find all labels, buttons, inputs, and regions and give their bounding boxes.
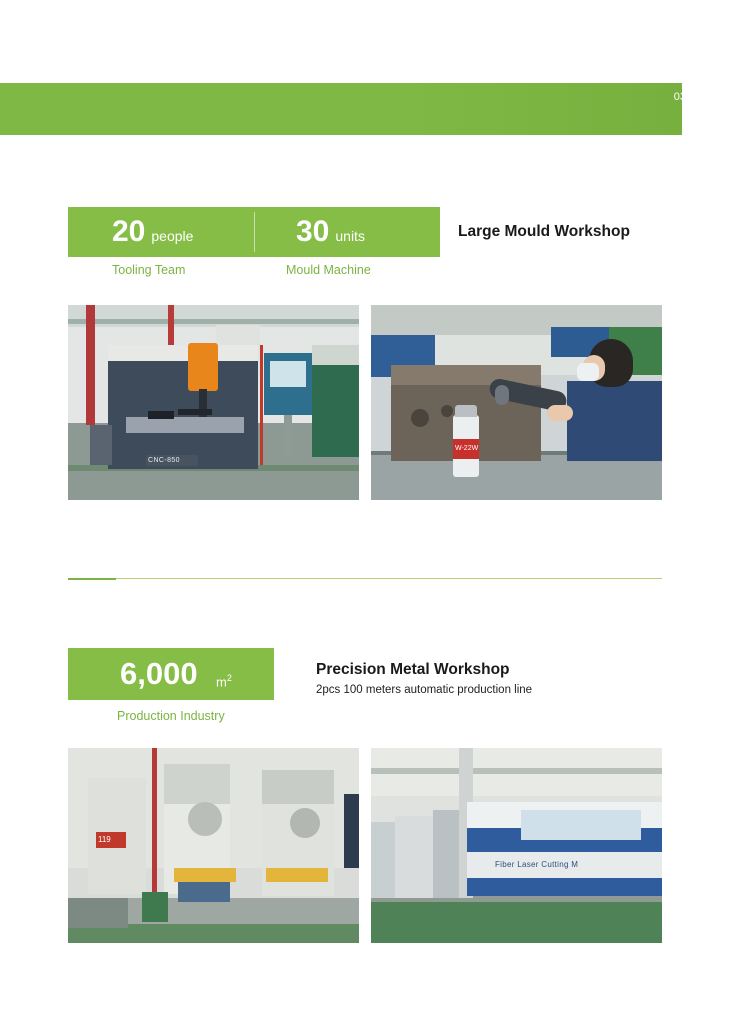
page-number [652,88,712,132]
stat-unit-text: m [216,674,227,690]
stat-label-mould-machine: Mould Machine [286,263,371,277]
photo-machine-body [108,361,258,469]
photo-workpiece-bar [178,409,212,415]
photo-background-machine-top [312,345,359,367]
photo-red-pipe [152,748,157,898]
stat-value: 30 [296,215,330,248]
stat-tooling-team [112,207,193,257]
stat-bar-production-area [68,648,274,700]
photo-mould-hole [441,405,453,417]
stat-unit-exponent: 2 [226,673,232,683]
photo-operator-body [567,381,662,461]
stat-divider [254,212,255,252]
photo-green-drum [142,892,168,922]
photo-background-machine [312,365,359,457]
photo-bench [371,455,662,500]
photo-cable [260,345,263,465]
photo-operator-hand [547,405,573,421]
photo-control-cabinet [344,794,359,868]
photo-foreground-cabinet [68,898,128,928]
photo-mould-hole [411,409,429,427]
photo-foreground-object [90,425,112,465]
stat-label-production-industry: Production Industry [117,709,225,723]
section-divider-accent [68,578,116,580]
photo-face-mask [577,363,599,381]
photo-laser-machine-window [521,810,641,840]
photo-wall-sign-text: 119 [98,835,111,844]
section-title-precision-metal-workshop: Precision Metal Workshop [316,661,510,678]
photo-machine-table [126,417,244,433]
section-subtitle-precision-metal-workshop: 2pcs 100 meters automatic production line [316,684,533,696]
stat-value: 20 [112,215,146,248]
stat-label-tooling-team: Tooling Team [112,263,186,277]
page-number-bottom: 04 [695,110,708,122]
stat-unit [216,648,232,712]
photo-machine-head [188,343,218,391]
stat-unit: units [335,228,365,244]
photo-press-head-right [262,770,334,804]
photo-control-screen [270,361,306,387]
photo-tube-ring [495,385,509,405]
photo-red-column [86,305,95,425]
stat-bar-mould [68,207,440,257]
photo-blue-tray [178,882,230,902]
photo-flywheel-center [188,802,222,836]
cnc-machine-photo [68,305,359,500]
fiber-laser-cutting-photo [371,748,662,943]
photo-press-head-center [164,764,230,804]
header-green-band [0,83,682,135]
photo-floor-green [371,902,662,943]
stat-value: 6,000 [120,656,198,691]
photo-ceiling-beam [371,768,662,774]
photo-laser-machine-label-text: Fiber Laser Cutting M [495,860,579,869]
photo-ceiling-beam [68,319,359,324]
photo-machine-nameplate-text: CNC-850 [148,457,180,464]
section-title-large-mould-workshop: Large Mould Workshop [458,223,630,240]
photo-workpiece [148,411,174,419]
photo-panel-stand [284,415,292,461]
punch-press-photo [68,748,359,943]
photo-spray-can-cap [455,405,477,417]
photo-cabinet-far-left [371,822,397,898]
photo-cabinet-left [395,816,435,898]
stat-mould-machine [296,207,365,257]
page-number-top: 03 [673,91,686,103]
section-divider [68,578,662,579]
photo-spray-can-label-text: W-22W [455,445,479,452]
mould-polishing-photo [371,305,662,500]
photo-flywheel-right [290,808,320,838]
photo-yellow-guard-center [174,868,236,882]
photo-yellow-guard-right [266,868,328,882]
stat-unit: people [151,228,194,244]
